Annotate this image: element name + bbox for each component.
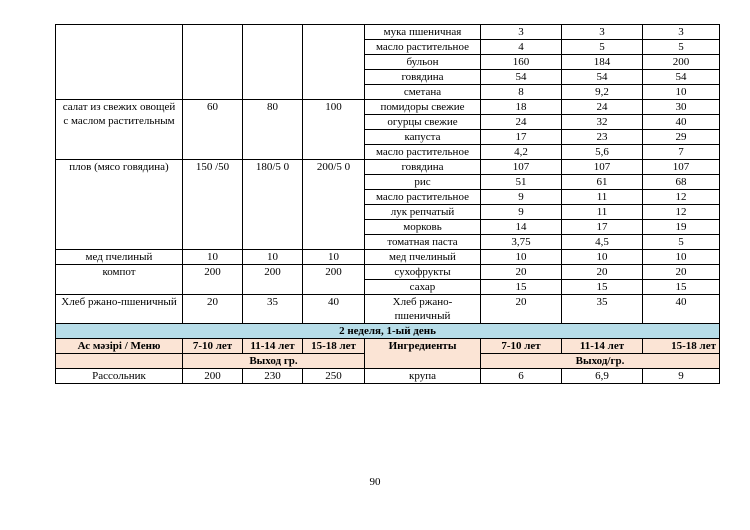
ingredient-cell: огурцы свежие (365, 115, 481, 130)
value-cell: 12 (643, 190, 720, 205)
portion-cell: 100 (303, 100, 365, 160)
value-cell: 5,6 (562, 145, 643, 160)
value-cell: 40 (643, 115, 720, 130)
portion-cell: 180/5 0 (243, 160, 303, 250)
ingredient-cell: мука пшеничная (365, 25, 481, 40)
value-cell: 61 (562, 175, 643, 190)
value-cell: 14 (481, 220, 562, 235)
table-row (56, 295, 720, 324)
value-cell: 5 (643, 235, 720, 250)
value-cell: 40 (643, 295, 720, 324)
ingredient-cell: сахар (365, 280, 481, 295)
value-cell: 32 (562, 115, 643, 130)
ingredient-cell: Хлеб ржано-пшеничный (365, 295, 481, 324)
value-cell: 17 (562, 220, 643, 235)
value-cell: 3 (643, 25, 720, 40)
value-cell: 20 (481, 265, 562, 280)
value-cell: 10 (643, 250, 720, 265)
portion-cell: 40 (303, 295, 365, 324)
ingredient-cell: рис (365, 175, 481, 190)
ingredient-cell: бульон (365, 55, 481, 70)
value-cell: 9,2 (562, 85, 643, 100)
page-number: 90 (369, 476, 381, 488)
portion-cell: 60 (183, 100, 243, 160)
header-age: 11-14 лет (243, 339, 303, 354)
value-cell: 10 (562, 250, 643, 265)
value-cell: 5 (562, 40, 643, 55)
ingredient-cell: говядина (365, 70, 481, 85)
ingredient-cell: томатная паста (365, 235, 481, 250)
value-cell: 20 (562, 265, 643, 280)
value-cell: 15 (562, 280, 643, 295)
value-cell: 68 (643, 175, 720, 190)
portion-cell: 20 (183, 295, 243, 324)
table-row (56, 160, 720, 175)
value-cell: 29 (643, 130, 720, 145)
value-cell: 30 (643, 100, 720, 115)
header-ingredients: Ингредиенты (365, 339, 481, 369)
value-cell: 18 (481, 100, 562, 115)
value-cell: 24 (481, 115, 562, 130)
value-cell: 9 (481, 205, 562, 220)
ingredient-cell: масло растительное (365, 40, 481, 55)
week-day-band (56, 324, 720, 339)
value-cell: 107 (643, 160, 720, 175)
value-cell: 10 (481, 250, 562, 265)
portion-cell: 200 (243, 265, 303, 295)
portion-cell: 250 (303, 369, 365, 384)
ingredient-cell: масло растительное (365, 190, 481, 205)
value-cell: 5 (643, 40, 720, 55)
value-cell: 9 (481, 190, 562, 205)
portion-cell: 200 (303, 265, 365, 295)
ingredient-cell: сметана (365, 85, 481, 100)
header-empty (56, 354, 183, 369)
portion-cell: 10 (243, 250, 303, 265)
value-cell: 17 (481, 130, 562, 145)
value-cell: 19 (643, 220, 720, 235)
menu-table (55, 24, 720, 384)
header-age: 15-18 лет (303, 339, 365, 354)
dish-cell: Рассольник (56, 369, 183, 384)
portion-cell: 200/5 0 (303, 160, 365, 250)
ingredient-cell: лук репчатый (365, 205, 481, 220)
table-row (56, 265, 720, 280)
value-cell: 15 (481, 280, 562, 295)
portion-cell: 200 (183, 265, 243, 295)
table-row (56, 25, 720, 40)
value-cell: 3 (481, 25, 562, 40)
value-cell: 107 (562, 160, 643, 175)
value-cell: 107 (481, 160, 562, 175)
dish-cell (56, 25, 183, 100)
header-age: 15-18 лет (643, 339, 720, 354)
header-menu: Ас мәзірі / Меню (56, 339, 183, 354)
portion-cell (243, 25, 303, 100)
dish-cell: компот (56, 265, 183, 295)
portion-cell: 10 (183, 250, 243, 265)
header-yield: Выход гр. (183, 354, 365, 369)
table-row (56, 250, 720, 265)
value-cell: 10 (643, 85, 720, 100)
ingredient-cell: говядина (365, 160, 481, 175)
portion-cell: 150 /50 (183, 160, 243, 250)
header-age: 7-10 лет (183, 339, 243, 354)
header-yield: Выход/гр. (481, 354, 720, 369)
value-cell: 54 (481, 70, 562, 85)
dish-cell: салат из свежих овощей с маслом растительным (56, 100, 183, 160)
value-cell: 24 (562, 100, 643, 115)
portion-cell: 10 (303, 250, 365, 265)
value-cell: 11 (562, 190, 643, 205)
ingredient-cell: масло растительное (365, 145, 481, 160)
header-row (56, 339, 720, 354)
ingredient-cell: мед пчелиный (365, 250, 481, 265)
value-cell: 54 (562, 70, 643, 85)
value-cell: 35 (562, 295, 643, 324)
value-cell: 54 (643, 70, 720, 85)
table-row (56, 100, 720, 115)
ingredient-cell: капуста (365, 130, 481, 145)
portion-cell: 80 (243, 100, 303, 160)
ingredient-cell: крупа (365, 369, 481, 384)
ingredient-cell: помидоры свежие (365, 100, 481, 115)
header-age: 7-10 лет (481, 339, 562, 354)
portion-cell: 35 (243, 295, 303, 324)
portion-cell (183, 25, 243, 100)
value-cell: 12 (643, 205, 720, 220)
value-cell: 200 (643, 55, 720, 70)
value-cell: 160 (481, 55, 562, 70)
value-cell: 20 (643, 265, 720, 280)
value-cell: 20 (481, 295, 562, 324)
portion-cell: 200 (183, 369, 243, 384)
value-cell: 4,2 (481, 145, 562, 160)
value-cell: 8 (481, 85, 562, 100)
value-cell: 15 (643, 280, 720, 295)
table-row (56, 369, 720, 384)
value-cell: 9 (643, 369, 720, 384)
value-cell: 6,9 (562, 369, 643, 384)
value-cell: 23 (562, 130, 643, 145)
dish-cell: мед пчелиный (56, 250, 183, 265)
value-cell: 4 (481, 40, 562, 55)
ingredient-cell: сухофрукты (365, 265, 481, 280)
portion-cell: 230 (243, 369, 303, 384)
dish-cell: плов (мясо говядина) (56, 160, 183, 250)
value-cell: 3,75 (481, 235, 562, 250)
value-cell: 7 (643, 145, 720, 160)
week-day-label: 2 неделя, 1-ый день (56, 324, 720, 339)
value-cell: 4,5 (562, 235, 643, 250)
value-cell: 51 (481, 175, 562, 190)
portion-cell (303, 25, 365, 100)
value-cell: 184 (562, 55, 643, 70)
value-cell: 6 (481, 369, 562, 384)
dish-cell: Хлеб ржано-пшеничный (56, 295, 183, 324)
ingredient-cell: морковь (365, 220, 481, 235)
value-cell: 11 (562, 205, 643, 220)
value-cell: 3 (562, 25, 643, 40)
header-age: 11-14 лет (562, 339, 643, 354)
